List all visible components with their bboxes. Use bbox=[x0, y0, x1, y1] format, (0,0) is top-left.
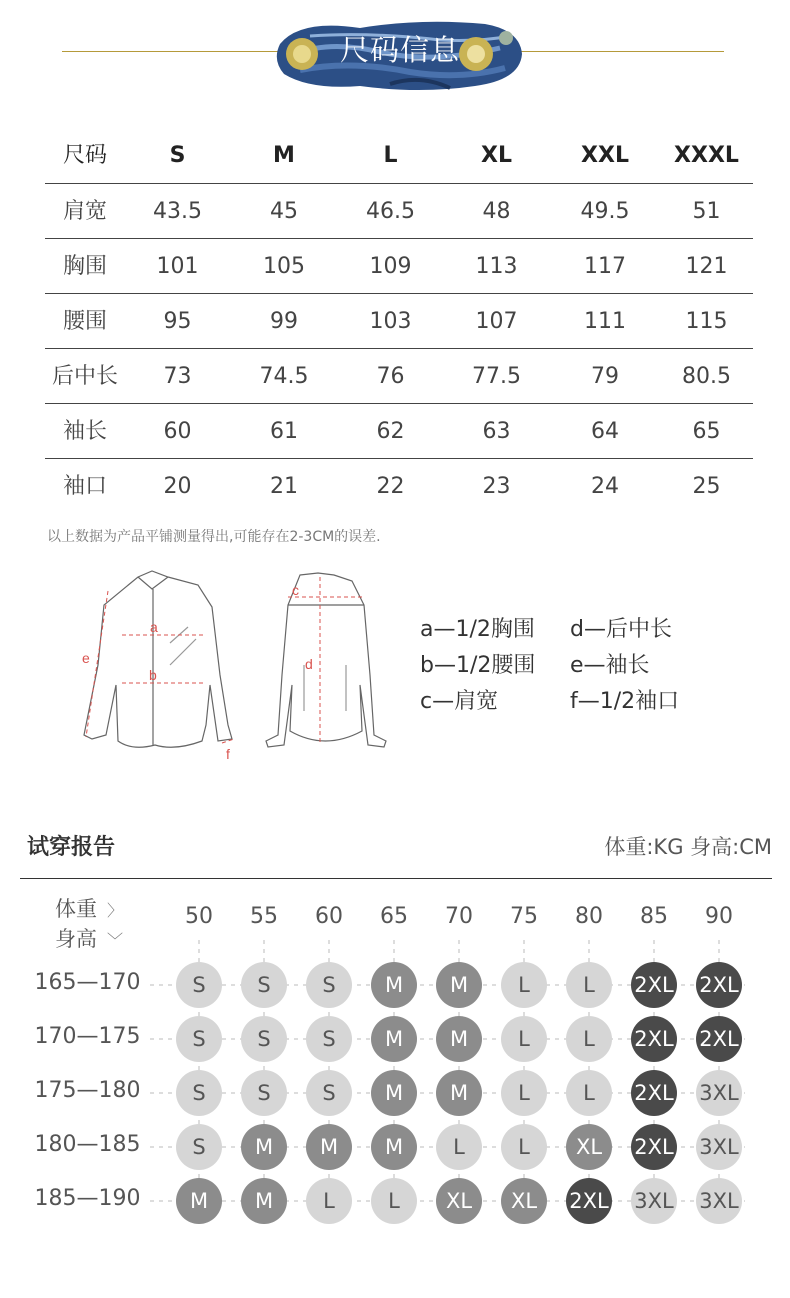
chevron-right-icon: 〉 bbox=[107, 901, 124, 920]
size-badge: 2XL bbox=[696, 962, 742, 1008]
measurement-name-cell: 袖口 bbox=[62, 474, 107, 499]
measurement-value-cell: 24 bbox=[591, 474, 619, 499]
measurement-value-cell: 23 bbox=[482, 474, 511, 499]
measurement-name-cell: 腰围 bbox=[62, 309, 107, 334]
measurement-legend bbox=[420, 610, 740, 720]
measurement-value-cell: 101 bbox=[156, 254, 199, 279]
size-badge: L bbox=[566, 1070, 612, 1116]
size-badge: S bbox=[176, 1070, 222, 1116]
legend-c: c—肩宽 bbox=[420, 689, 499, 714]
size-badge: M bbox=[436, 1016, 482, 1062]
size-badge: M bbox=[436, 1070, 482, 1116]
label-f: f bbox=[226, 746, 230, 762]
measurement-value-cell: 51 bbox=[692, 199, 721, 224]
size-badge: S bbox=[241, 1016, 287, 1062]
fit-report-divider bbox=[20, 878, 772, 879]
measurement-value-cell: 22 bbox=[376, 474, 405, 499]
size-badge: 3XL bbox=[696, 1070, 742, 1116]
size-badge: S bbox=[176, 1016, 222, 1062]
label-a: a bbox=[150, 619, 158, 635]
fit-report-title: 试穿报告 bbox=[27, 835, 116, 860]
size-badge: XL bbox=[501, 1178, 547, 1224]
measurement-value-cell: 74.5 bbox=[259, 364, 309, 389]
size-badge: 2XL bbox=[566, 1178, 612, 1224]
measurement-value-cell: 95 bbox=[163, 309, 192, 334]
table-row bbox=[45, 293, 753, 348]
height-axis-label bbox=[55, 923, 123, 953]
size-badge: 2XL bbox=[631, 962, 677, 1008]
weight-tick-label: 80 bbox=[575, 904, 603, 929]
label-c: c bbox=[292, 582, 299, 598]
fit-report-units: 体重:KG 身高:CM bbox=[604, 835, 772, 859]
weight-axis-text: 体重 bbox=[55, 897, 97, 921]
measurement-value-cell: 103 bbox=[369, 309, 412, 334]
measurement-value-cell: 60 bbox=[163, 419, 192, 444]
measurement-value-cell: 64 bbox=[591, 419, 619, 444]
table-row bbox=[45, 183, 753, 238]
measurement-name-cell: 袖长 bbox=[62, 419, 107, 444]
size-badge: S bbox=[306, 962, 352, 1008]
size-badge: 2XL bbox=[631, 1070, 677, 1116]
legend-e: e—袖长 bbox=[570, 653, 650, 678]
size-badge: 2XL bbox=[631, 1016, 677, 1062]
chevron-down-icon: ﹀ bbox=[107, 931, 124, 950]
size-badge: M bbox=[241, 1124, 287, 1170]
size-badge: M bbox=[176, 1178, 222, 1224]
weight-tick-label: 75 bbox=[510, 904, 538, 929]
height-tick-label: 170—175 bbox=[34, 1024, 141, 1049]
table-row bbox=[45, 458, 753, 513]
size-badge: 3XL bbox=[631, 1178, 677, 1224]
size-badge: S bbox=[176, 1124, 222, 1170]
height-tick-label: 185—190 bbox=[34, 1186, 141, 1211]
size-badge: L bbox=[501, 1070, 547, 1116]
measurement-value-cell: 77.5 bbox=[472, 364, 521, 389]
weight-tick-label: 60 bbox=[315, 904, 343, 929]
size-badge: XL bbox=[436, 1178, 482, 1224]
measurement-value-cell: 48 bbox=[482, 199, 511, 224]
measurement-value-cell: 25 bbox=[692, 474, 721, 499]
size-header-cell: S bbox=[169, 143, 186, 168]
size-badge: S bbox=[306, 1070, 352, 1116]
legend-a: a—1/2胸围 bbox=[420, 617, 535, 642]
table-row bbox=[45, 403, 753, 458]
measurement-name-cell: 胸围 bbox=[62, 254, 107, 279]
measurement-value-cell: 61 bbox=[270, 419, 298, 444]
size-badge: 2XL bbox=[631, 1124, 677, 1170]
size-badge: M bbox=[371, 962, 417, 1008]
measurement-value-cell: 105 bbox=[263, 254, 305, 279]
size-badge: S bbox=[241, 1070, 287, 1116]
banner-title: 尺码信息 bbox=[339, 33, 460, 67]
size-badge: M bbox=[371, 1070, 417, 1116]
measurement-value-cell: 115 bbox=[685, 309, 728, 334]
measurement-name-cell: 肩宽 bbox=[62, 199, 107, 224]
measurement-value-cell: 107 bbox=[475, 309, 518, 334]
measurement-value-cell: 99 bbox=[270, 309, 298, 334]
weight-axis-label bbox=[55, 893, 123, 923]
measurement-value-cell: 113 bbox=[475, 254, 518, 279]
size-badge: S bbox=[176, 962, 222, 1008]
measurement-value-cell: 46.5 bbox=[366, 199, 415, 224]
size-badge: L bbox=[371, 1178, 417, 1224]
size-header-cell: XL bbox=[481, 143, 512, 168]
measurement-value-cell: 49.5 bbox=[580, 199, 630, 224]
label-d: d bbox=[305, 656, 313, 672]
label-e: e bbox=[82, 650, 90, 666]
size-badge: M bbox=[436, 962, 482, 1008]
size-badge: L bbox=[566, 1016, 612, 1062]
size-header-cell: L bbox=[383, 143, 398, 168]
weight-tick-label: 85 bbox=[640, 904, 668, 929]
size-badge: M bbox=[306, 1124, 352, 1170]
size-table-header bbox=[45, 128, 753, 183]
measurement-value-cell: 62 bbox=[376, 419, 405, 444]
banner-rule-right bbox=[520, 51, 724, 52]
table-row bbox=[45, 348, 753, 403]
height-axis-text: 身高 bbox=[55, 927, 97, 951]
size-badge: S bbox=[306, 1016, 352, 1062]
size-badge: L bbox=[436, 1124, 482, 1170]
header-banner bbox=[0, 0, 790, 100]
weight-tick-label: 90 bbox=[705, 904, 733, 929]
size-badge: M bbox=[241, 1178, 287, 1224]
measurement-value-cell: 111 bbox=[584, 309, 626, 334]
size-badge: L bbox=[501, 962, 547, 1008]
banner-rule-left bbox=[62, 51, 280, 52]
shirt-measurement-diagram bbox=[70, 565, 400, 765]
size-table bbox=[45, 128, 753, 513]
measurement-value-cell: 109 bbox=[369, 254, 412, 279]
size-badge: L bbox=[501, 1016, 547, 1062]
size-badge: XL bbox=[566, 1124, 612, 1170]
height-tick-label: 180—185 bbox=[34, 1132, 141, 1157]
shirt-front bbox=[84, 571, 232, 747]
legend-d: d—后中长 bbox=[570, 617, 672, 642]
measurement-value-cell: 63 bbox=[482, 419, 511, 444]
measurement-value-cell: 73 bbox=[163, 364, 192, 389]
size-header-cell: XXL bbox=[581, 143, 629, 168]
size-badge: S bbox=[241, 962, 287, 1008]
measurement-value-cell: 65 bbox=[692, 419, 721, 444]
size-badge: L bbox=[501, 1124, 547, 1170]
measurement-note: 以上数据为产品平铺测量得出,可能存在2-3CM的误差. bbox=[47, 529, 381, 545]
legend-b: b—1/2腰围 bbox=[420, 653, 536, 678]
height-tick-label: 175—180 bbox=[34, 1078, 141, 1103]
weight-tick-label: 65 bbox=[380, 904, 408, 929]
measurement-value-cell: 20 bbox=[163, 474, 192, 499]
size-badge: 3XL bbox=[696, 1124, 742, 1170]
size-header-label: 尺码 bbox=[62, 143, 107, 168]
measurement-value-cell: 121 bbox=[685, 254, 728, 279]
label-b: b bbox=[149, 667, 157, 683]
size-badge: L bbox=[306, 1178, 352, 1224]
table-row bbox=[45, 238, 753, 293]
size-badge: L bbox=[566, 962, 612, 1008]
height-tick-label: 165—170 bbox=[34, 970, 141, 995]
measurement-value-cell: 76 bbox=[376, 364, 405, 389]
weight-tick-label: 70 bbox=[445, 904, 473, 929]
size-badge: 2XL bbox=[696, 1016, 742, 1062]
shirt-back bbox=[266, 573, 386, 747]
measurement-value-cell: 21 bbox=[270, 474, 298, 499]
size-badge: M bbox=[371, 1016, 417, 1062]
measurement-value-cell: 117 bbox=[584, 254, 626, 279]
measurement-value-cell: 45 bbox=[270, 199, 298, 224]
weight-tick-label: 55 bbox=[250, 904, 278, 929]
measurement-value-cell: 80.5 bbox=[682, 364, 731, 389]
legend-f: f—1/2袖口 bbox=[570, 689, 680, 714]
measurement-name-cell: 后中长 bbox=[51, 364, 118, 389]
weight-tick-label: 50 bbox=[185, 904, 213, 929]
size-badge: M bbox=[371, 1124, 417, 1170]
size-header-cell: XXXL bbox=[674, 143, 739, 168]
measurement-value-cell: 43.5 bbox=[153, 199, 202, 224]
size-header-cell: M bbox=[273, 143, 295, 168]
measurement-value-cell: 79 bbox=[591, 364, 619, 389]
size-badge: 3XL bbox=[696, 1178, 742, 1224]
